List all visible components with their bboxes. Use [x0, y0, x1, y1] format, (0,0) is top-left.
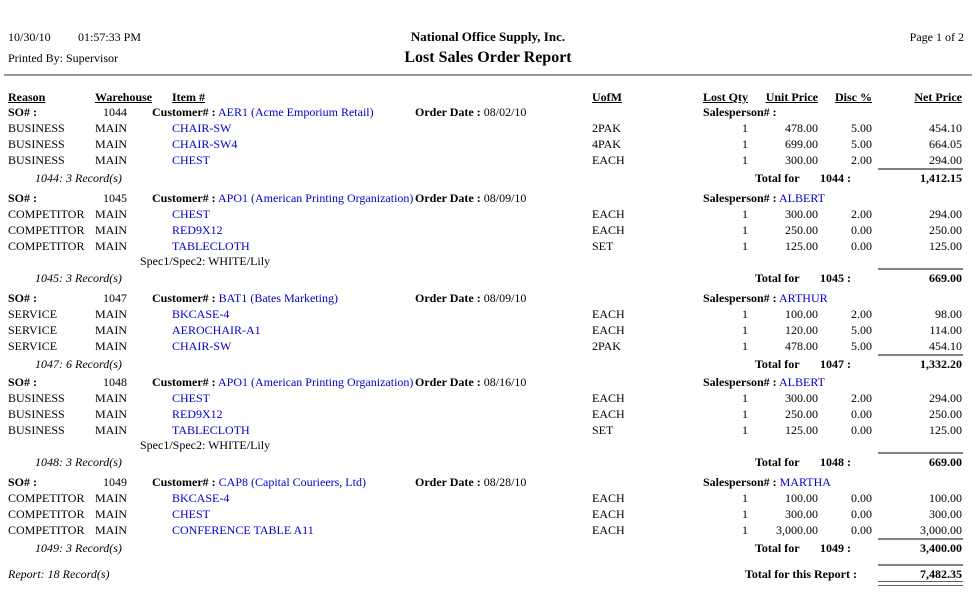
- unit-price-cell: 125.00: [785, 423, 818, 437]
- item-row: [0, 422, 976, 438]
- customer-cell: [152, 375, 413, 389]
- order-block-1045: [0, 190, 976, 288]
- order-date-cell: [415, 191, 526, 205]
- uofm-cell: EACH: [592, 523, 625, 537]
- item-row: [0, 338, 976, 354]
- unit-price-cell: 100.00: [785, 307, 818, 321]
- col-header-net-price: Net Price: [914, 90, 962, 104]
- customer-link[interactable]: BAT1 (Bates Marketing): [218, 291, 338, 305]
- report-title: Lost Sales Order Report: [404, 49, 572, 66]
- warehouse-cell: MAIN: [95, 137, 127, 151]
- disc-cell: 2.00: [851, 207, 872, 221]
- report-header: [0, 0, 976, 104]
- company-name: National Office Supply, Inc.: [410, 29, 566, 44]
- uofm-cell: 2PAK: [592, 339, 621, 353]
- net-price-cell: 125.00: [929, 239, 962, 253]
- total-for-label: Total for: [755, 171, 800, 185]
- warehouse-cell: MAIN: [95, 391, 127, 405]
- page-number: Page 1 of 2: [909, 30, 964, 44]
- item-row: [0, 306, 976, 322]
- customer-label: Customer# :: [152, 291, 216, 305]
- order-date-label: Order Date :: [415, 475, 481, 489]
- item-row: [0, 390, 976, 406]
- warehouse-cell: MAIN: [95, 239, 127, 253]
- customer-cell: [152, 475, 366, 489]
- item-link[interactable]: TABLECLOTH: [172, 239, 250, 253]
- header-rule: [4, 74, 972, 76]
- col-header-warehouse: Warehouse: [95, 90, 153, 104]
- reason-cell: COMPETITOR: [8, 523, 85, 537]
- so-number: 1049: [103, 475, 127, 489]
- lost-qty-cell: 1: [742, 523, 748, 537]
- net-price-cell: 454.10: [929, 121, 962, 135]
- disc-cell: 0.00: [851, 507, 872, 521]
- record-count: 1044: 3 Record(s): [35, 171, 122, 185]
- net-price-cell: 100.00: [929, 491, 962, 505]
- unit-price-cell: 478.00: [785, 121, 818, 135]
- reason-cell: COMPETITOR: [8, 239, 85, 253]
- order-date-value: 08/02/10: [483, 105, 527, 119]
- warehouse-cell: MAIN: [95, 323, 127, 337]
- spec-row: [0, 438, 976, 452]
- warehouse-cell: MAIN: [95, 153, 127, 167]
- net-price-cell: 454.10: [929, 339, 962, 353]
- order-total-value: 1,412.15: [920, 171, 962, 185]
- lost-qty-cell: 1: [742, 121, 748, 135]
- record-count: 1045: 3 Record(s): [35, 271, 122, 285]
- net-price-cell: 250.00: [929, 407, 962, 421]
- item-link[interactable]: CHAIR-SW4: [172, 137, 238, 151]
- reason-cell: COMPETITOR: [8, 207, 85, 221]
- col-header-lost-qty: Lost Qty: [703, 90, 748, 104]
- uofm-cell: SET: [592, 423, 614, 437]
- order-block-1049: [0, 474, 976, 558]
- total-overline: [878, 168, 963, 170]
- reason-cell: BUSINESS: [8, 407, 65, 421]
- unit-price-cell: 300.00: [785, 507, 818, 521]
- spec-text: Spec1/Spec2: WHITE/Lily: [140, 254, 271, 268]
- uofm-cell: EACH: [592, 153, 625, 167]
- so-label: SO# :: [8, 375, 38, 389]
- report-footer: [0, 564, 976, 588]
- lost-qty-cell: 1: [742, 339, 748, 353]
- uofm-cell: EACH: [592, 223, 625, 237]
- print-time: 01:57:33 PM: [78, 30, 142, 44]
- net-price-cell: 3,000.00: [920, 523, 962, 537]
- lost-qty-cell: 1: [742, 137, 748, 151]
- net-price-cell: 114.00: [929, 323, 962, 337]
- report-total-overline: [878, 564, 963, 566]
- disc-cell: 0.00: [851, 239, 872, 253]
- total-for-label: Total for: [755, 271, 800, 285]
- warehouse-cell: MAIN: [95, 491, 127, 505]
- total-so-number: 1047 :: [820, 357, 851, 371]
- unit-price-cell: 300.00: [785, 391, 818, 405]
- warehouse-cell: MAIN: [95, 207, 127, 221]
- customer-label: Customer# :: [152, 375, 216, 389]
- salesperson-cell: [703, 475, 831, 489]
- report-record-count: Report: 18 Record(s): [8, 567, 110, 581]
- salesperson-cell: [703, 291, 828, 305]
- uofm-cell: EACH: [592, 323, 625, 337]
- record-count: 1047: 6 Record(s): [35, 357, 122, 371]
- item-row: [0, 152, 976, 168]
- disc-cell: 2.00: [851, 307, 872, 321]
- uofm-cell: EACH: [592, 491, 625, 505]
- reason-cell: BUSINESS: [8, 121, 65, 135]
- warehouse-cell: MAIN: [95, 121, 127, 135]
- item-link[interactable]: CHAIR-SW: [172, 339, 232, 353]
- customer-link[interactable]: APO1 (American Printing Organization): [218, 191, 414, 205]
- disc-cell: 0.00: [851, 407, 872, 421]
- reason-cell: COMPETITOR: [8, 223, 85, 237]
- net-price-cell: 664.05: [929, 137, 962, 151]
- item-row: [0, 490, 976, 506]
- net-price-cell: 294.00: [929, 153, 962, 167]
- total-so-number: 1044 :: [820, 171, 851, 185]
- uofm-cell: EACH: [592, 507, 625, 521]
- customer-label: Customer# :: [152, 475, 216, 489]
- order-date-value: 08/16/10: [483, 375, 527, 389]
- order-date-label: Order Date :: [415, 291, 481, 305]
- unit-price-cell: 120.00: [785, 323, 818, 337]
- reason-cell: BUSINESS: [8, 137, 65, 151]
- reason-cell: COMPETITOR: [8, 491, 85, 505]
- order-block-1047: [0, 290, 976, 374]
- total-overline: [878, 452, 963, 454]
- net-price-cell: 98.00: [935, 307, 962, 321]
- salesperson-label: Salesperson# :: [703, 191, 777, 205]
- so-label: SO# :: [8, 291, 38, 305]
- report-total-label: Total for this Report :: [745, 567, 857, 581]
- salesperson-cell: [703, 191, 825, 205]
- disc-cell: 5.00: [851, 121, 872, 135]
- order-date-value: 08/28/10: [483, 475, 527, 489]
- uofm-cell: EACH: [592, 407, 625, 421]
- reason-cell: SERVICE: [8, 323, 58, 337]
- so-label: SO# :: [8, 105, 38, 119]
- order-total-row: [0, 452, 976, 472]
- uofm-cell: 2PAK: [592, 121, 621, 135]
- order-date-cell: [415, 375, 526, 389]
- item-link[interactable]: BKCASE-4: [172, 491, 230, 505]
- item-link[interactable]: CHEST: [172, 507, 211, 521]
- col-header-uofm: UofM: [592, 90, 622, 104]
- salesperson-label: Salesperson# :: [703, 105, 777, 119]
- total-for-label: Total for: [755, 357, 800, 371]
- disc-cell: 0.00: [851, 523, 872, 537]
- net-price-cell: 250.00: [929, 223, 962, 237]
- customer-link[interactable]: AER1 (Acme Emporium Retail): [218, 105, 374, 119]
- disc-cell: 2.00: [851, 391, 872, 405]
- so-header-row: [0, 190, 976, 206]
- item-row: [0, 206, 976, 222]
- lost-qty-cell: 1: [742, 207, 748, 221]
- item-row: [0, 506, 976, 522]
- order-total-row: [0, 168, 976, 188]
- item-link[interactable]: TABLECLOTH: [172, 423, 250, 437]
- order-date-cell: [415, 475, 526, 489]
- order-date-value: 08/09/10: [483, 191, 527, 205]
- item-link[interactable]: CHEST: [172, 391, 211, 405]
- lost-qty-cell: 1: [742, 307, 748, 321]
- disc-cell: 5.00: [851, 137, 872, 151]
- order-block-1048: [0, 374, 976, 472]
- so-number: 1047: [103, 291, 127, 305]
- disc-cell: 0.00: [851, 223, 872, 237]
- net-price-cell: 294.00: [929, 207, 962, 221]
- total-overline: [878, 538, 963, 540]
- order-total-value: 3,400.00: [920, 541, 962, 555]
- salesperson-link[interactable]: ARTHUR: [779, 291, 828, 305]
- so-label: SO# :: [8, 475, 38, 489]
- order-date-label: Order Date :: [415, 191, 481, 205]
- warehouse-cell: MAIN: [95, 507, 127, 521]
- item-link[interactable]: CHEST: [172, 153, 211, 167]
- salesperson-link[interactable]: ALBERT: [779, 375, 825, 389]
- lost-qty-cell: 1: [742, 423, 748, 437]
- order-total-value: 669.00: [929, 455, 962, 469]
- order-total-row: [0, 354, 976, 374]
- salesperson-label: Salesperson# :: [703, 375, 777, 389]
- uofm-cell: EACH: [592, 391, 625, 405]
- reason-cell: COMPETITOR: [8, 507, 85, 521]
- order-total-row: [0, 538, 976, 558]
- total-for-label: Total for: [755, 541, 800, 555]
- item-link[interactable]: RED9X12: [172, 407, 223, 421]
- so-number: 1048: [103, 375, 127, 389]
- salesperson-cell: [703, 375, 825, 389]
- order-date-cell: [415, 105, 526, 119]
- print-date: 10/30/10: [8, 30, 51, 44]
- reason-cell: BUSINESS: [8, 423, 65, 437]
- warehouse-cell: MAIN: [95, 523, 127, 537]
- uofm-cell: EACH: [592, 307, 625, 321]
- customer-label: Customer# :: [152, 105, 216, 119]
- item-row: [0, 120, 976, 136]
- lost-qty-cell: 1: [742, 391, 748, 405]
- customer-link[interactable]: APO1 (American Printing Organization): [218, 375, 414, 389]
- uofm-cell: SET: [592, 239, 614, 253]
- customer-label: Customer# :: [152, 191, 216, 205]
- salesperson-cell: [703, 105, 777, 119]
- so-number: 1044: [103, 105, 127, 119]
- warehouse-cell: MAIN: [95, 223, 127, 237]
- item-row: [0, 136, 976, 152]
- printed-by: Printed By: Supervisor: [8, 51, 118, 65]
- col-header-unit-price: Unit Price: [765, 90, 818, 104]
- unit-price-cell: 250.00: [785, 407, 818, 421]
- unit-price-cell: 100.00: [785, 491, 818, 505]
- warehouse-cell: MAIN: [95, 423, 127, 437]
- item-row: [0, 238, 976, 254]
- reason-cell: BUSINESS: [8, 153, 65, 167]
- report-total-double-underline: [878, 581, 963, 586]
- warehouse-cell: MAIN: [95, 339, 127, 353]
- so-label: SO# :: [8, 191, 38, 205]
- net-price-cell: 300.00: [929, 507, 962, 521]
- unit-price-cell: 699.00: [785, 137, 818, 151]
- col-header-reason: Reason: [8, 90, 46, 104]
- lost-qty-cell: 1: [742, 323, 748, 337]
- warehouse-cell: MAIN: [95, 407, 127, 421]
- lost-qty-cell: 1: [742, 407, 748, 421]
- unit-price-cell: 125.00: [785, 239, 818, 253]
- disc-cell: 5.00: [851, 323, 872, 337]
- lost-qty-cell: 1: [742, 507, 748, 521]
- item-link[interactable]: AEROCHAIR-A1: [172, 323, 261, 337]
- reason-cell: SERVICE: [8, 307, 58, 321]
- item-row: [0, 406, 976, 422]
- item-link[interactable]: CHAIR-SW: [172, 121, 232, 135]
- col-header-item: Item #: [172, 90, 205, 104]
- net-price-cell: 294.00: [929, 391, 962, 405]
- lost-qty-cell: 1: [742, 223, 748, 237]
- total-overline: [878, 268, 963, 270]
- unit-price-cell: 3,000.00: [776, 523, 818, 537]
- item-row: [0, 522, 976, 538]
- item-link[interactable]: CHEST: [172, 207, 211, 221]
- customer-link[interactable]: CAP8 (Capital Courieers, Ltd): [218, 475, 366, 489]
- col-header-disc: Disc %: [835, 90, 872, 104]
- disc-cell: 0.00: [851, 491, 872, 505]
- spec-row: [0, 254, 976, 268]
- order-block-1044: [0, 104, 976, 188]
- total-so-number: 1049 :: [820, 541, 851, 555]
- item-link[interactable]: BKCASE-4: [172, 307, 230, 321]
- item-link[interactable]: RED9X12: [172, 223, 223, 237]
- total-overline: [878, 354, 963, 356]
- order-date-value: 08/09/10: [483, 291, 527, 305]
- order-date-label: Order Date :: [415, 105, 481, 119]
- so-header-row: [0, 290, 976, 306]
- order-total-value: 1,332.20: [920, 357, 962, 371]
- total-for-label: Total for: [755, 455, 800, 469]
- order-total-row: [0, 268, 976, 288]
- uofm-cell: 4PAK: [592, 137, 621, 151]
- salesperson-link[interactable]: MARTHA: [779, 475, 831, 489]
- order-date-cell: [415, 291, 526, 305]
- warehouse-cell: MAIN: [95, 307, 127, 321]
- unit-price-cell: 250.00: [785, 223, 818, 237]
- record-count: 1048: 3 Record(s): [35, 455, 122, 469]
- disc-cell: 0.00: [851, 423, 872, 437]
- record-count: 1049: 3 Record(s): [35, 541, 122, 555]
- so-header-row: [0, 104, 976, 120]
- spec-text: Spec1/Spec2: WHITE/Lily: [140, 438, 271, 452]
- order-total-value: 669.00: [929, 271, 962, 285]
- so-header-row: [0, 374, 976, 390]
- salesperson-label: Salesperson# :: [703, 291, 777, 305]
- item-row: [0, 222, 976, 238]
- so-header-row: [0, 474, 976, 490]
- customer-cell: [152, 191, 413, 205]
- reason-cell: SERVICE: [8, 339, 58, 353]
- item-link[interactable]: CONFERENCE TABLE A11: [172, 523, 314, 537]
- so-number: 1045: [103, 191, 127, 205]
- lost-qty-cell: 1: [742, 239, 748, 253]
- unit-price-cell: 478.00: [785, 339, 818, 353]
- disc-cell: 5.00: [851, 339, 872, 353]
- unit-price-cell: 300.00: [785, 207, 818, 221]
- uofm-cell: EACH: [592, 207, 625, 221]
- lost-qty-cell: 1: [742, 491, 748, 505]
- customer-cell: [152, 291, 338, 305]
- report-total-value: 7,482.35: [920, 567, 962, 581]
- reason-cell: BUSINESS: [8, 391, 65, 405]
- total-so-number: 1048 :: [820, 455, 851, 469]
- salesperson-link[interactable]: ALBERT: [779, 191, 825, 205]
- customer-cell: [152, 105, 374, 119]
- disc-cell: 2.00: [851, 153, 872, 167]
- salesperson-label: Salesperson# :: [703, 475, 777, 489]
- total-so-number: 1045 :: [820, 271, 851, 285]
- unit-price-cell: 300.00: [785, 153, 818, 167]
- order-date-label: Order Date :: [415, 375, 481, 389]
- lost-qty-cell: 1: [742, 153, 748, 167]
- net-price-cell: 125.00: [929, 423, 962, 437]
- item-row: [0, 322, 976, 338]
